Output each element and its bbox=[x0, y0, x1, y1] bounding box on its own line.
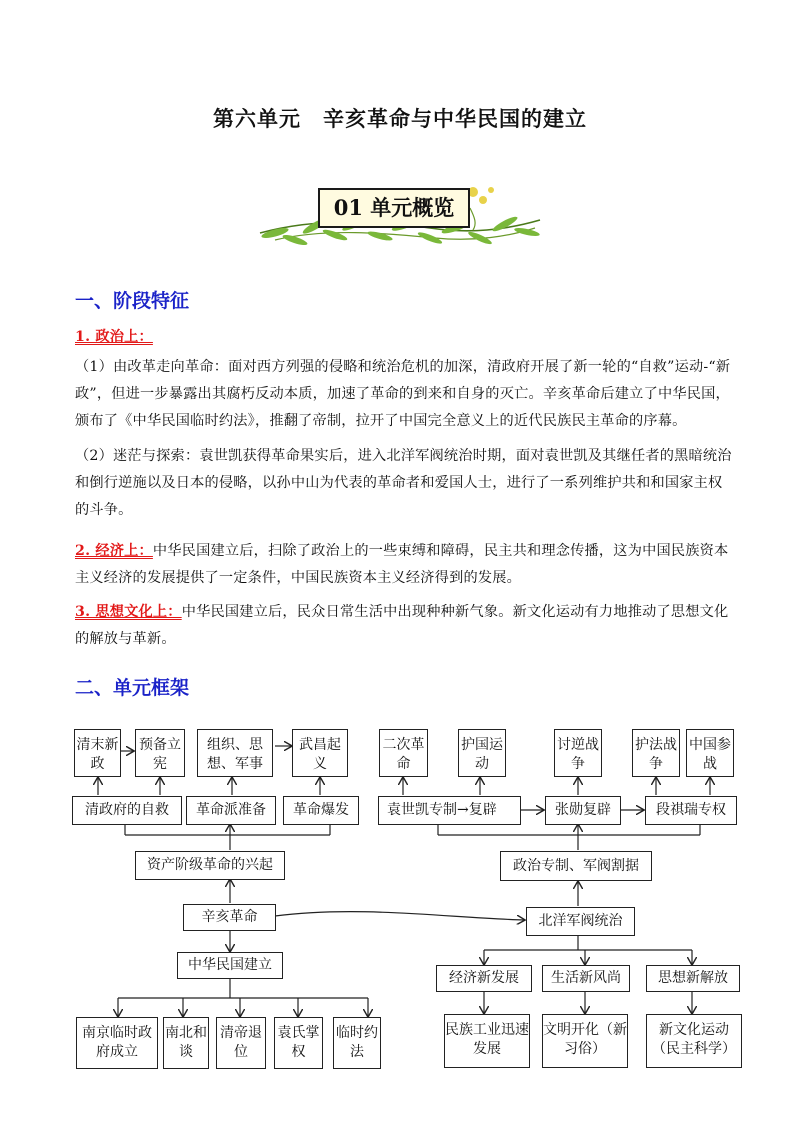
politics-paragraph-2: （2）迷茫与探索：袁世凯获得革命果实后，进入北洋军阀统治时期，面对袁世凯及其继任者的黑暗统治和倒行逆施以及日本的侵略，以孙中山为代表的革命者和爱国人士，进行了一系列维护共和和国家主权的斗争。 bbox=[75, 448, 732, 518]
node-hufa-zhanzheng: 护法战争 bbox=[632, 729, 680, 777]
node-yuanshi-zhangquan: 袁氏掌权 bbox=[274, 1017, 323, 1069]
culture-text: 中华民国建立后，民众日常生活中出现种种新气象。新文化运动有力地推动了思想文化的解放与革新。 bbox=[75, 604, 729, 647]
economy-text: 中华民国建立后，扫除了政治上的一些束缚和障碍，民主共和理念传播，这为中国民族资本主义经济的发展提供了一定条件，中国民族资本主义经济得到的发展。 bbox=[75, 543, 729, 586]
arrow-right-icon: → bbox=[457, 802, 469, 818]
node-qingmo-xinzheng: 清末新政 bbox=[74, 729, 121, 777]
section-heading-framework: 二、单元框架 bbox=[75, 677, 190, 699]
banner-number: 01 bbox=[333, 195, 363, 220]
node-xinhai-geming: 辛亥革命 bbox=[183, 904, 276, 931]
politics-paragraph-1: （1）由改革走向革命：面对西方列强的侵略和统治危机的加深，清政府开展了新一轮的“自救”运动-“新政”，但进一步暴露出其腐朽反动本质，加速了革命的到来和自身的灭亡。辛亥革命后建立了中华民国，颁布了《中华民国临时约法》，推翻了帝制，拉开了中国完全意义上的近代民族民主革命的序幕。 bbox=[75, 359, 731, 429]
node-zhengzhi-zhuanzhi: 政治专制、军阀割据 bbox=[500, 851, 652, 881]
node-yuan-zhuanzhi: 袁世凯专制 bbox=[387, 802, 457, 818]
node-sixiang-xinjiefang: 思想新解放 bbox=[646, 965, 740, 992]
node-xinwenhua-yundong: 新文化运动（民主科学） bbox=[646, 1014, 742, 1068]
node-zhongguo-canzhan: 中国参战 bbox=[686, 729, 734, 777]
section-heading-features: 一、阶段特征 bbox=[75, 290, 190, 312]
node-yubei-lixian: 预备立宪 bbox=[135, 729, 185, 777]
node-zuzhi-sixiang-junshi: 组织、思想、军事 bbox=[197, 729, 273, 777]
node-erci-geming: 二次革命 bbox=[379, 729, 428, 777]
node-geming-zhunbei: 革命派准备 bbox=[186, 796, 276, 825]
node-nanbei-hetan: 南北和谈 bbox=[163, 1017, 209, 1069]
node-zhonghua-minguo: 中华民国建立 bbox=[177, 952, 283, 979]
node-beiyang-tongzhi: 北洋军阀统治 bbox=[526, 907, 635, 936]
node-qingdi-tuiwei: 清帝退位 bbox=[216, 1017, 266, 1069]
node-wenming-kaihua: 文明开化（新习俗） bbox=[542, 1014, 628, 1068]
node-nanjing-linshi: 南京临时政府成立 bbox=[76, 1017, 158, 1069]
node-linshi-yuefa: 临时约法 bbox=[333, 1017, 381, 1069]
node-taoni-zhanzheng: 讨逆战争 bbox=[554, 729, 602, 777]
economy-label: 2. 经济上： bbox=[75, 543, 153, 559]
node-shenghuo-xinfengshang: 生活新风尚 bbox=[542, 965, 630, 992]
node-zhangxun-fubi: 张勋复辟 bbox=[545, 796, 621, 825]
politics-label-text: 1. 政治上： bbox=[75, 329, 153, 345]
banner-label: 单元概览 bbox=[370, 195, 455, 220]
node-fubi: 复辟 bbox=[468, 802, 497, 818]
node-wuchang-qiyi: 武昌起义 bbox=[292, 729, 348, 777]
document-title: 第六单元 辛亥革命与中华民国的建立 bbox=[213, 106, 587, 131]
node-duan-zhuanquan: 段祺瑞专权 bbox=[645, 796, 737, 825]
node-qing-ziju: 清政府的自救 bbox=[72, 796, 182, 825]
node-yuan-zhuanzhi-fubi bbox=[378, 796, 521, 825]
node-zichan-jieji: 资产阶级革命的兴起 bbox=[135, 851, 285, 880]
culture-label: 3. 思想文化上： bbox=[75, 604, 182, 620]
node-minzu-gongye: 民族工业迅速发展 bbox=[444, 1014, 530, 1068]
node-jingji-xinfazhan: 经济新发展 bbox=[436, 965, 532, 992]
node-huguo-yundong: 护国运动 bbox=[458, 729, 506, 777]
node-geming-baofa: 革命爆发 bbox=[283, 796, 359, 825]
